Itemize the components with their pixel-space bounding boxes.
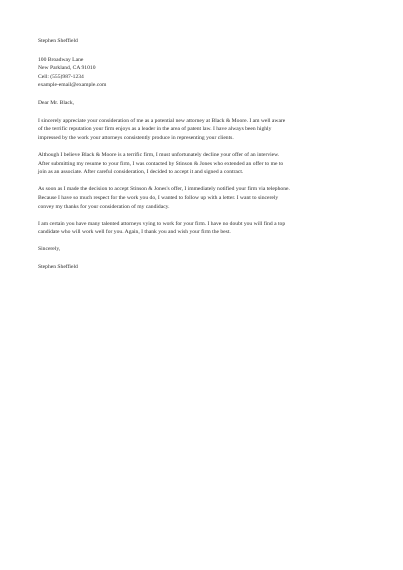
body-paragraph-3 [38,185,373,211]
spacer [38,254,373,263]
body-paragraph-2 [38,151,373,177]
paragraph-line: After submitting my resume to your firm, I was contacted by Stinson & Jones who extended an offer to me to [38,160,284,167]
paragraph-line: candidate who will work well for you. Again, I thank you and wish your firm the best. [38,229,231,236]
body-paragraph-4 [38,220,373,237]
paragraph-line: of the terrific reputation your firm enjoys as a leader in the area of patent law. I have always been highly [38,126,272,133]
letter-page [38,37,373,272]
sender-address-line2: New Parkland, CA 91010 [38,65,96,72]
spacer [38,46,373,56]
body-paragraph-1 [38,117,373,143]
paragraph-line: Although I believe Black & Moore is a terrific firm, I must unfortunately decline your offer of an interview. [38,151,280,158]
spacer [38,108,373,117]
paragraph-line: As soon as I made the decision to accept Stinson & Jones's offer, I immediately notified your firm via telephone. [38,186,290,193]
salutation: Dear Mr. Black, [38,99,75,106]
paragraph-line: impressed by the work your attorneys consistently produce in representing your clients. [38,134,234,141]
paragraph-line: convey my thanks for your consideration of my candidacy. [38,203,170,210]
sender-phone: Cell: (555)987-1234 [38,73,84,80]
sender-address-line1: 100 Broadway Lane [38,56,84,63]
sender-email: example-email@example.com [38,82,107,89]
spacer [38,90,373,99]
paragraph-line: Because I have so much respect for the work you do, I wanted to follow up with a letter. I want to sincerely [38,194,279,201]
paragraph-line: I sincerely appreciate your consideration of me as a potential new attorney at Black & Moore. I am well aware [38,117,286,124]
sender-name: Stephen Sheffield [38,38,78,44]
signature-name: Stephen Sheffield [38,264,78,271]
paragraph-line: I am certain you have many talented attorneys vying to work for your firm. I have no doubt you will find a top [38,220,286,227]
paragraph-line: join as an associate. After careful consideration, I decided to accept it and signed a contract. [38,169,244,176]
closing: Sincerely, [38,246,61,253]
